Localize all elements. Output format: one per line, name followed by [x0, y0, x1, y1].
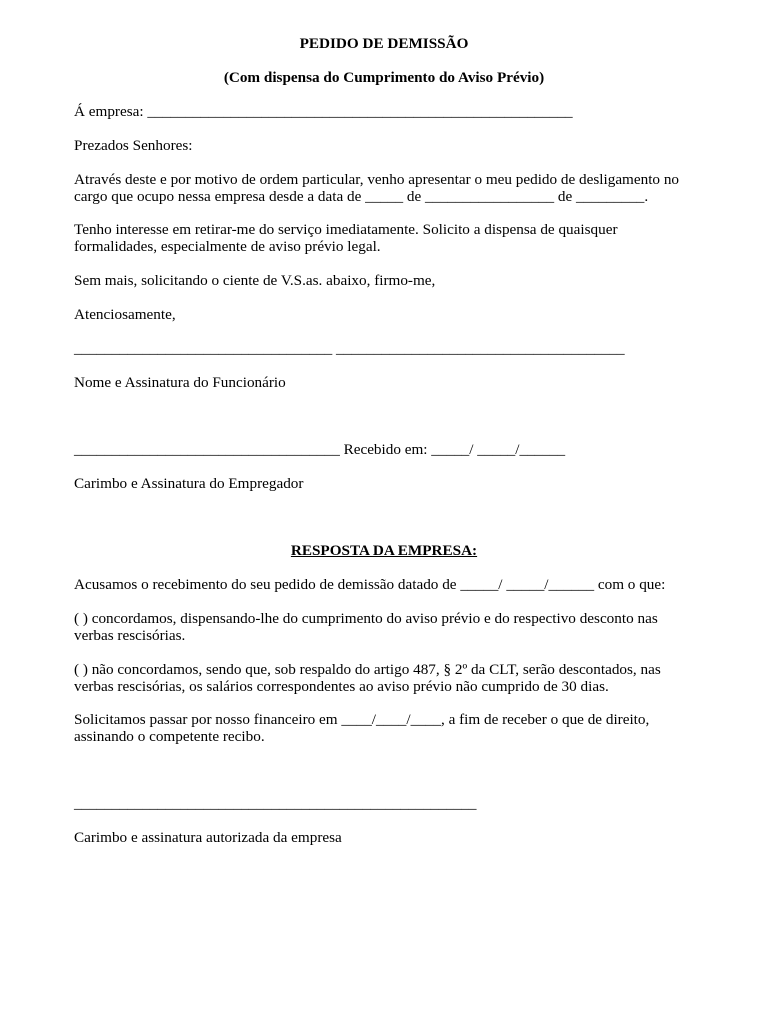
paragraph-1-line-2: cargo que ocupo nessa empresa desde a data de _____ de _________________ de _________.: [74, 188, 649, 205]
document-title: PEDIDO DE DEMISSÃO: [299, 35, 469, 52]
company-signature-label: Carimbo e assinatura autorizada da empresa: [74, 829, 342, 846]
document-subtitle: (Com dispensa do Cumprimento do Aviso Prévio): [223, 69, 545, 86]
paragraph-3: Sem mais, solicitando o ciente de V.S.as. abaixo, firmo-me,: [74, 272, 436, 289]
response-heading: RESPOSTA DA EMPRESA:: [290, 542, 478, 559]
company-signature-line: _____________________________________________________: [74, 795, 477, 812]
closing: Atenciosamente,: [74, 306, 176, 323]
salutation: Prezados Senhores:: [74, 137, 193, 154]
employer-signature-label: Carimbo e Assinatura do Empregador: [74, 475, 304, 492]
employee-signature-label: Nome e Assinatura do Funcionário: [74, 374, 286, 391]
employer-signature-line: ___________________________________ Recebido em: _____/ _____/______: [74, 441, 566, 458]
option-2-line-2: verbas rescisórias, os salários correspondentes ao aviso prévio não cumprido de 30 dias.: [74, 678, 609, 695]
option-2-line-1: ( ) não concordamos, sendo que, sob respaldo do artigo 487, § 2º da CLT, serão descontados, nas: [74, 661, 661, 678]
option-1-line-1: ( ) concordamos, dispensando-lhe do cumprimento do aviso prévio e do respectivo desconto nas: [74, 610, 658, 627]
paragraph-2-line-1: Tenho interesse em retirar-me do serviço imediatamente. Solicito a dispensa de quaisquer: [74, 221, 618, 238]
finance-line-2: assinando o competente recibo.: [74, 728, 265, 745]
option-1-line-2: verbas rescisórias.: [74, 627, 186, 644]
paragraph-2-line-2: formalidades, especialmente de aviso prévio legal.: [74, 238, 381, 255]
empresa-field-line: Á empresa: ________________________________________________________: [74, 103, 573, 120]
employee-signature-line: __________________________________ ______________________________________: [74, 340, 625, 357]
paragraph-1-line-1: Através deste e por motivo de ordem particular, venho apresentar o meu pedido de desligamento no: [74, 171, 680, 188]
finance-line-1: Solicitamos passar por nosso financeiro em ____/____/____, a fim de receber o que de direito,: [74, 711, 650, 728]
response-acknowledgement: Acusamos o recebimento do seu pedido de demissão datado de _____/ _____/______ com o que:: [74, 576, 666, 593]
